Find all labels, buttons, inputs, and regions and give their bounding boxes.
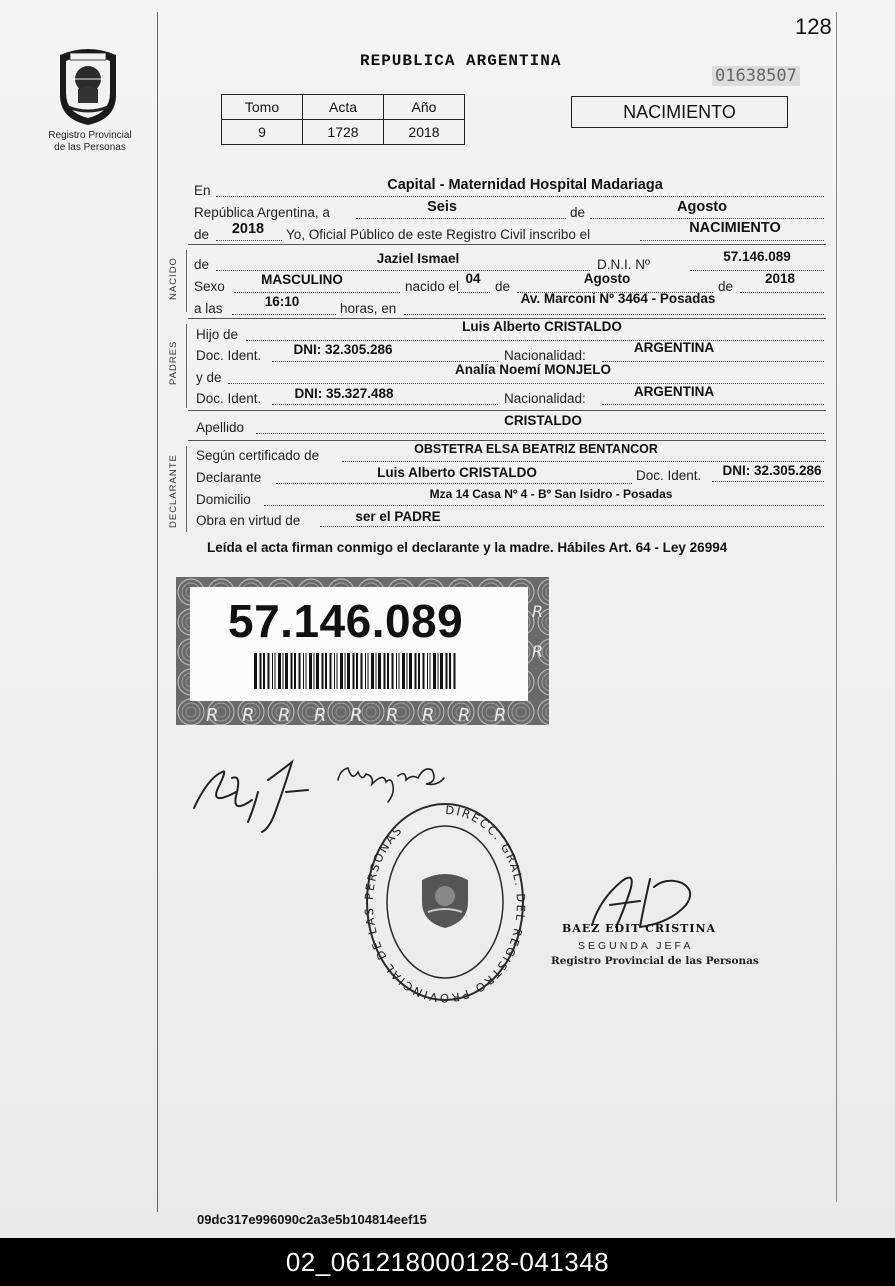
barcode-bar [371, 653, 374, 689]
label-sexo: Sexo [194, 279, 225, 294]
pattern-letter: R [206, 705, 219, 725]
label-en: En [194, 183, 211, 198]
year: 2018 [231, 221, 265, 237]
label-de: de [194, 227, 210, 242]
child-dni: 57.146.089 [723, 249, 791, 264]
barcode-bar [356, 653, 358, 689]
barcode-bar [254, 653, 257, 689]
dotted-line [216, 240, 282, 241]
barcode-bar [449, 653, 451, 689]
month-text: Agosto [677, 199, 727, 215]
label-nacido-el: nacido el [405, 279, 460, 294]
barcode-bar [430, 653, 431, 689]
label-republica-a: República Argentina, a [194, 205, 330, 220]
label-apellido: Apellido [196, 420, 245, 435]
pattern-letter: R [242, 705, 255, 725]
barcode-bar [285, 653, 288, 689]
barcode-bar [387, 653, 389, 689]
barcode-bar [283, 653, 284, 689]
record-type-box: NACIMIENTO [571, 96, 788, 128]
dotted-line [590, 218, 824, 219]
barcode-bar [396, 653, 397, 689]
barcode-bar [325, 653, 327, 689]
barcode-bar [303, 653, 304, 689]
dotted-line [602, 361, 824, 362]
barcode-bar [418, 653, 420, 689]
official-name: BAEZ EDIT CRISTINA [562, 922, 717, 935]
label-a-las: a las [194, 301, 223, 316]
label-nacionalidad: Nacionalidad: [504, 391, 586, 406]
section-bracket [186, 446, 187, 532]
barcode-bar [263, 653, 265, 689]
section-bracket [186, 250, 187, 312]
barcode-bar [376, 653, 377, 689]
barcode-bar [314, 653, 315, 689]
dotted-line [256, 433, 824, 434]
barcode-icon [252, 653, 462, 691]
birth-time: 16:10 [264, 294, 300, 309]
dotted-line [404, 314, 824, 315]
barcode-bar [361, 653, 363, 689]
barcode-bar [433, 653, 436, 689]
dotted-line [342, 461, 824, 462]
dotted-line [232, 314, 336, 315]
section-divider [188, 410, 826, 411]
declarant-relationship: ser el PADRE [355, 509, 441, 524]
label-y-de: y de [196, 370, 222, 385]
birth-year: 2018 [764, 271, 796, 286]
dotted-line [602, 404, 824, 405]
section-bracket [186, 324, 187, 408]
registry-table [221, 94, 465, 145]
pattern-letter: R [386, 705, 399, 725]
barcode-bar [316, 653, 319, 689]
barcode-bar [399, 653, 400, 689]
label-de: de [194, 257, 210, 272]
barcode-bar [378, 653, 381, 689]
barcode-bar [368, 653, 369, 689]
official-organization: Registro Provincial de las Personas [551, 955, 759, 967]
certificate-issuer: OBSTETRA ELSA BEATRIZ BENTANCOR [414, 442, 658, 456]
document-hash: 09dc317e996090c2a3e5b104814eef15 [197, 1212, 427, 1227]
logo-caption: Registro Provincial de las Personas [48, 130, 132, 153]
barcode-bar [407, 653, 408, 689]
declarant-name: Luis Alberto CRISTALDO [377, 465, 537, 480]
barcode-bar [337, 653, 338, 689]
barcode-bar [415, 653, 417, 689]
child-sex: MASCULINO [261, 272, 343, 287]
barcode-bar [272, 653, 273, 689]
dotted-line [356, 218, 566, 219]
serial-number: 01638507 [712, 66, 800, 86]
barcode-bar [347, 653, 350, 689]
barcode-bar [299, 653, 301, 689]
barcode-bar [392, 653, 394, 689]
father-name: Luis Alberto CRISTALDO [462, 319, 622, 334]
label-yo-oficial: Yo, Oficial Público de este Registro Civil inscribo el [286, 227, 591, 242]
pattern-letter: R [458, 705, 471, 725]
barcode-bar [345, 653, 346, 689]
dotted-line [228, 383, 824, 384]
barcode-bar [275, 653, 276, 689]
barcode-bar [340, 653, 343, 689]
closing-statement: Leída el acta firman conmigo el declarante y la madre. Hábiles Art. 64 - Ley 26994 [207, 540, 728, 555]
barcode-bar [402, 653, 405, 689]
barcode-bar [294, 653, 296, 689]
label-domicilio: Domicilio [196, 492, 251, 507]
dotted-line [246, 340, 824, 341]
birth-month: Agosto [583, 271, 631, 286]
label-doc-ident: Doc. Ident. [196, 391, 262, 406]
barcode-bar [260, 653, 262, 689]
barcode-bar [438, 653, 439, 689]
official-seal [360, 800, 530, 1005]
barcode-bar [427, 653, 428, 689]
section-divider [188, 244, 826, 245]
label-horas-en: horas, en [340, 301, 397, 316]
official-role: SEGUNDA JEFA [578, 940, 694, 952]
label-de: de [570, 205, 586, 220]
dotted-line [640, 240, 824, 241]
dotted-line [276, 483, 632, 484]
barcode-bar [409, 653, 412, 689]
label-segun-certificado: Según certificado de [196, 448, 320, 463]
dotted-line [458, 292, 490, 293]
registry-header-row [222, 95, 465, 120]
anio-header: Año [384, 95, 465, 120]
mother-document: DNI: 35.327.488 [294, 386, 394, 401]
section-divider [188, 440, 826, 441]
tomo-header: Tomo [222, 95, 303, 120]
document-title: REPUBLICA ARGENTINA [360, 52, 562, 70]
mother-nationality: ARGENTINA [633, 384, 715, 399]
label-declarante: Declarante [196, 470, 262, 485]
barcode-bar [384, 653, 386, 689]
dotted-line [320, 526, 824, 527]
label-doc-ident: Doc. Ident. [636, 468, 702, 483]
surname: CRISTALDO [504, 413, 582, 428]
anio-value: 2018 [384, 120, 465, 145]
page-number: 128 [795, 14, 832, 39]
child-name: Jaziel Ismael [376, 251, 460, 266]
label-nacionalidad: Nacionalidad: [504, 348, 586, 363]
barcode-bar [454, 653, 456, 689]
pattern-letter: R [494, 705, 507, 725]
father-nationality: ARGENTINA [633, 340, 715, 355]
dotted-line [272, 404, 498, 405]
barcode-bar [423, 653, 425, 689]
barcode-bar [365, 653, 366, 689]
pattern-letter: R [532, 602, 544, 621]
dotted-line [712, 481, 824, 482]
dotted-line [690, 270, 824, 271]
barcode-bar [353, 653, 355, 689]
barcode-bar [446, 653, 448, 689]
label-doc-ident: Doc. Ident. [196, 348, 262, 363]
barcode-bar [334, 653, 335, 689]
barcode-bar [278, 653, 281, 689]
barcode-bar [330, 653, 332, 689]
birth-place: Capital - Maternidad Hospital Madariaga [387, 177, 663, 193]
dotted-line [264, 505, 824, 506]
dotted-line [216, 196, 824, 197]
registry-value-row [222, 120, 465, 145]
svg-text:DIRECC. GRAL. DEL REGISTRO PRO: DIRECC. GRAL. DEL REGISTRO PROVINCIAL DE LAS PERSONAS [361, 802, 529, 1005]
dotted-line [216, 270, 590, 271]
label-de: de [718, 279, 734, 294]
birth-address: Av. Marconi Nº 3464 - Posadas [520, 291, 716, 306]
father-document: DNI: 32.305.286 [293, 342, 393, 357]
section-declarante-label: DECLARANTE [168, 454, 179, 528]
declarant-address: Mza 14 Casa Nº 4 - Bº San Isidro - Posadas [429, 487, 673, 501]
label-dni: D.N.I. Nº [597, 257, 650, 272]
mother-name: Analía Noemí MONJELO [454, 362, 612, 377]
province-coat-of-arms-icon [52, 45, 124, 127]
barcode-bar [440, 653, 443, 689]
barcode-bar [291, 653, 293, 689]
document-id-footer: 02_061218000128-041348 [0, 1238, 895, 1286]
label-de: de [495, 279, 511, 294]
pattern-letter: R [350, 705, 363, 725]
barcode-bar [309, 653, 312, 689]
inscription-type: NACIMIENTO [689, 220, 781, 236]
birth-day: 04 [465, 271, 481, 286]
section-padres-label: PADRES [168, 340, 179, 385]
barcode-bar [306, 653, 307, 689]
dotted-line [740, 292, 824, 293]
declarant-document: DNI: 32.305.286 [722, 463, 822, 478]
section-nacido-label: NACIDO [168, 257, 179, 300]
dotted-line [234, 292, 400, 293]
acta-value: 1728 [303, 120, 384, 145]
pattern-letter: R [532, 642, 544, 661]
left-margin-line [157, 12, 158, 1212]
tomo-value: 9 [222, 120, 303, 145]
barcode-bar [268, 653, 270, 689]
barcode-bar [322, 653, 324, 689]
day-text: Seis [427, 199, 457, 215]
pattern-letter: R [278, 705, 291, 725]
right-margin-line [836, 12, 837, 1202]
dni-sticker-number: 57.146.089 [228, 595, 464, 647]
pattern-letter: R [314, 705, 327, 725]
label-hijo-de: Hijo de [196, 327, 239, 342]
pattern-letter: R [422, 705, 435, 725]
acta-header: Acta [303, 95, 384, 120]
label-obra-en-virtud: Obra en virtud de [196, 513, 301, 528]
